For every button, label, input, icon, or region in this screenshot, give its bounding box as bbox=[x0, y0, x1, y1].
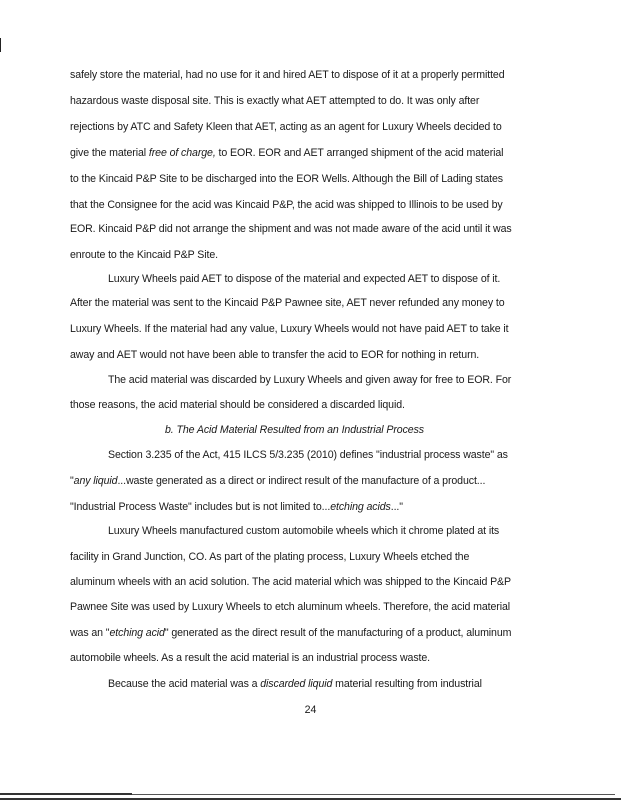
body-line: Luxury Wheels manufactured custom automobile wheels which it chrome plated at its bbox=[108, 525, 500, 537]
body-line: automobile wheels. As a result the acid material is an industrial process waste. bbox=[70, 652, 431, 664]
body-line: that the Consignee for the acid was Kincaid P&P, the acid was shipped to Illinois to be used by bbox=[70, 199, 503, 211]
body-line: was an "etching acid" generated as the direct result of the manufacturing of a product, aluminum bbox=[70, 627, 512, 639]
body-line: facility in Grand Junction, CO. As part of the plating process, Luxury Wheels etched the bbox=[70, 551, 470, 563]
body-line: away and AET would not have been able to transfer the acid to EOR for nothing in return. bbox=[70, 349, 480, 361]
body-line: After the material was sent to the Kincaid P&P Pawnee site, AET never refunded any money to bbox=[70, 297, 505, 309]
body-line: The acid material was discarded by Luxury Wheels and given away for free to EOR. For bbox=[108, 374, 512, 386]
body-line: Because the acid material was a discarded liquid material resulting from industrial bbox=[108, 678, 482, 690]
body-line: to the Kincaid P&P Site to be discharged into the EOR Wells. Although the Bill of Lading states bbox=[70, 173, 503, 185]
emphasis-text: etching acid bbox=[109, 627, 165, 639]
emphasis-text: etching acids bbox=[330, 501, 391, 513]
emphasis-text: discarded liquid bbox=[260, 678, 333, 690]
scan-artifact-left-mark bbox=[0, 38, 1, 52]
scan-artifact-bottom-line bbox=[132, 794, 615, 795]
body-line: Section 3.235 of the Act, 415 ILCS 5/3.235 (2010) defines "industrial process waste" as bbox=[108, 449, 508, 461]
body-line: Pawnee Site was used by Luxury Wheels to etch aluminum wheels. Therefore, the acid material bbox=[70, 601, 510, 613]
body-line: "Industrial Process Waste" includes but is not limited to...etching acids..." bbox=[70, 501, 403, 513]
page-number: 24 bbox=[304, 704, 317, 716]
body-line: aluminum wheels with an acid solution. The acid material which was shipped to the Kincaid P&P bbox=[70, 576, 511, 588]
body-line: rejections by ATC and Safety Kleen that AET, acting as an agent for Luxury Wheels decided to bbox=[70, 121, 502, 133]
emphasis-text: free of charge, bbox=[148, 147, 216, 159]
scan-artifact-bottom-bar bbox=[0, 793, 132, 795]
body-line: EOR. Kincaid P&P did not arrange the shipment and was not made aware of the acid until it was bbox=[70, 223, 512, 235]
section-heading: b. The Acid Material Resulted from an Industrial Process bbox=[165, 424, 424, 436]
body-line: "any liquid...waste generated as a direct or indirect result of the manufacture of a product... bbox=[70, 475, 486, 487]
body-line: Luxury Wheels. If the material had any value, Luxury Wheels would not have paid AET to take it bbox=[70, 323, 509, 335]
body-line: enroute to the Kincaid P&P Site. bbox=[70, 249, 218, 261]
body-line: safely store the material, had no use for it and hired AET to dispose of it at a properly permitted bbox=[70, 69, 505, 81]
body-line: those reasons, the acid material should be considered a discarded liquid. bbox=[70, 399, 405, 411]
body-line: Luxury Wheels paid AET to dispose of the material and expected AET to dispose of it. bbox=[108, 273, 501, 285]
emphasis-text: any liquid bbox=[73, 475, 118, 487]
body-line: hazardous waste disposal site. This is exactly what AET attempted to do. It was only after bbox=[70, 95, 480, 107]
body-line: give the material free of charge, to EOR. EOR and AET arranged shipment of the acid material bbox=[70, 147, 504, 159]
